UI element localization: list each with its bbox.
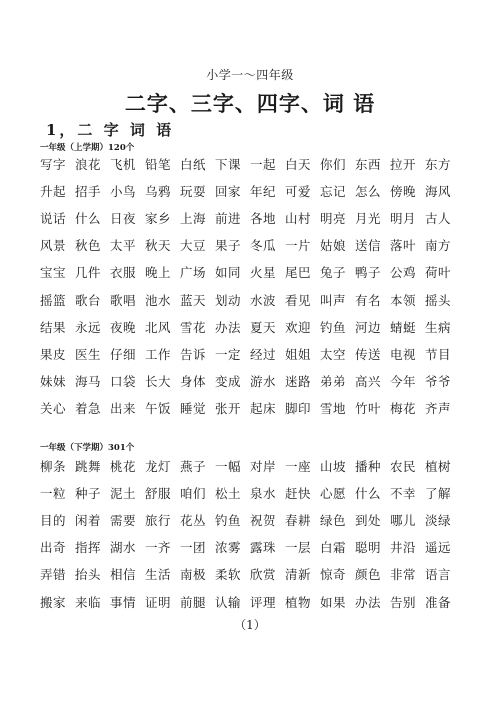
vocabulary-word: 节目 bbox=[425, 346, 452, 362]
vocabulary-word: 跳舞 bbox=[75, 458, 102, 474]
vocabulary-word: 什么 bbox=[355, 485, 382, 501]
vocabulary-word: 下课 bbox=[215, 156, 242, 172]
vocabulary-word: 公鸡 bbox=[390, 265, 417, 281]
vocabulary-word: 咱们 bbox=[180, 485, 207, 501]
vocabulary-word: 送信 bbox=[355, 238, 382, 254]
vocabulary-word: 植树 bbox=[425, 458, 452, 474]
vocabulary-word: 太空 bbox=[320, 346, 347, 362]
vocabulary-word: 龙灯 bbox=[145, 458, 172, 474]
vocabulary-word: 睡觉 bbox=[180, 401, 207, 417]
vocabulary-word: 本领 bbox=[390, 292, 417, 308]
vocabulary-word: 怎么 bbox=[355, 183, 382, 199]
vocabulary-word: 南方 bbox=[425, 238, 452, 254]
vocabulary-word: 欢迎 bbox=[285, 319, 312, 335]
vocabulary-word: 太平 bbox=[110, 238, 137, 254]
vocabulary-word: 弟弟 bbox=[320, 374, 347, 390]
vocabulary-word: 梅花 bbox=[390, 401, 417, 417]
vocabulary-word: 植物 bbox=[285, 594, 312, 610]
vocabulary-word: 水波 bbox=[250, 292, 277, 308]
vocabulary-word: 出奇 bbox=[40, 540, 67, 556]
page-number: （1） bbox=[234, 618, 266, 632]
vocabulary-word: 有名 bbox=[355, 292, 382, 308]
vocabulary-word: 荷叶 bbox=[425, 265, 452, 281]
word-row bbox=[40, 506, 460, 533]
vocabulary-word: 湖水 bbox=[110, 540, 137, 556]
vocabulary-word: 泥土 bbox=[110, 485, 137, 501]
word-row bbox=[40, 452, 460, 479]
vocabulary-word: 海风 bbox=[425, 183, 452, 199]
vocabulary-word: 一座 bbox=[285, 458, 312, 474]
word-row bbox=[40, 534, 460, 561]
word-row bbox=[40, 286, 460, 313]
grade-label-second-semester: 一年级（下学期）301个 bbox=[40, 443, 135, 453]
vocabulary-word: 爷爷 bbox=[425, 374, 452, 390]
vocabulary-word: 起床 bbox=[250, 401, 277, 417]
vocabulary-word: 如同 bbox=[215, 265, 242, 281]
vocabulary-word: 一幅 bbox=[215, 458, 242, 474]
vocabulary-word: 小鸟 bbox=[110, 183, 137, 199]
vocabulary-word: 傍晚 bbox=[390, 183, 417, 199]
vocabulary-word: 医生 bbox=[75, 346, 102, 362]
vocabulary-word: 蓝天 bbox=[180, 292, 207, 308]
vocabulary-word: 一粒 bbox=[40, 485, 67, 501]
vocabulary-word: 东方 bbox=[425, 156, 452, 172]
vocabulary-word: 绿色 bbox=[320, 512, 347, 528]
vocabulary-word: 如果 bbox=[320, 594, 347, 610]
vocabulary-word: 指挥 bbox=[75, 540, 102, 556]
vocabulary-word: 永远 bbox=[75, 319, 102, 335]
vocabulary-word: 风景 bbox=[40, 238, 67, 254]
word-row bbox=[40, 561, 460, 588]
vocabulary-word: 哪儿 bbox=[390, 512, 417, 528]
vocabulary-word: 目的 bbox=[40, 512, 67, 528]
document-subtitle: 小学一～四年级 bbox=[206, 68, 294, 82]
vocabulary-word: 拉开 bbox=[390, 156, 417, 172]
vocabulary-word: 划动 bbox=[215, 292, 242, 308]
vocabulary-word: 升起 bbox=[40, 183, 67, 199]
vocabulary-word: 赶快 bbox=[285, 485, 312, 501]
vocabulary-word: 月光 bbox=[355, 210, 382, 226]
word-row bbox=[40, 232, 460, 259]
vocabulary-word: 冬瓜 bbox=[250, 238, 277, 254]
vocabulary-word: 秋色 bbox=[75, 238, 102, 254]
vocabulary-word: 准备 bbox=[425, 594, 452, 610]
grade-label-first-semester: 一年级（上学期）120个 bbox=[40, 143, 135, 153]
vocabulary-word: 结果 bbox=[40, 319, 67, 335]
vocabulary-word: 午饭 bbox=[145, 401, 172, 417]
vocabulary-word: 经过 bbox=[250, 346, 277, 362]
vocabulary-word: 叫声 bbox=[320, 292, 347, 308]
vocabulary-word: 清新 bbox=[285, 567, 312, 583]
vocabulary-word: 泉水 bbox=[250, 485, 277, 501]
vocabulary-word: 春耕 bbox=[285, 512, 312, 528]
vocabulary-word: 一定 bbox=[215, 346, 242, 362]
vocabulary-word: 长大 bbox=[145, 374, 172, 390]
vocabulary-word: 心愿 bbox=[320, 485, 347, 501]
vocabulary-word: 妹妹 bbox=[40, 374, 67, 390]
vocabulary-word: 回家 bbox=[215, 183, 242, 199]
vocabulary-word: 语言 bbox=[425, 567, 452, 583]
word-row bbox=[40, 259, 460, 286]
vocabulary-word: 告别 bbox=[390, 594, 417, 610]
vocabulary-word: 前腿 bbox=[180, 594, 207, 610]
vocabulary-word: 播种 bbox=[355, 458, 382, 474]
vocabulary-word: 旅行 bbox=[145, 512, 172, 528]
vocabulary-word: 什么 bbox=[75, 210, 102, 226]
vocabulary-word: 浪花 bbox=[75, 156, 102, 172]
vocabulary-word: 评理 bbox=[250, 594, 277, 610]
vocabulary-word: 露珠 bbox=[250, 540, 277, 556]
word-row bbox=[40, 479, 460, 506]
vocabulary-word: 搬家 bbox=[40, 594, 67, 610]
word-grid-second-semester bbox=[40, 452, 460, 615]
vocabulary-word: 河边 bbox=[355, 319, 382, 335]
vocabulary-word: 着急 bbox=[75, 401, 102, 417]
vocabulary-word: 到处 bbox=[355, 512, 382, 528]
vocabulary-word: 松土 bbox=[215, 485, 242, 501]
vocabulary-word: 变成 bbox=[215, 374, 242, 390]
vocabulary-word: 农民 bbox=[390, 458, 417, 474]
vocabulary-word: 竹叶 bbox=[355, 401, 382, 417]
vocabulary-word: 惊奇 bbox=[320, 567, 347, 583]
vocabulary-word: 鸭子 bbox=[355, 265, 382, 281]
vocabulary-word: 果皮 bbox=[40, 346, 67, 362]
vocabulary-word: 生病 bbox=[425, 319, 452, 335]
vocabulary-word: 工作 bbox=[145, 346, 172, 362]
word-row bbox=[40, 150, 460, 177]
vocabulary-word: 晚上 bbox=[145, 265, 172, 281]
vocabulary-word: 颜色 bbox=[355, 567, 382, 583]
word-row bbox=[40, 204, 460, 231]
vocabulary-word: 几件 bbox=[75, 265, 102, 281]
vocabulary-word: 一起 bbox=[250, 156, 277, 172]
vocabulary-word: 前进 bbox=[215, 210, 242, 226]
vocabulary-word: 张开 bbox=[215, 401, 242, 417]
vocabulary-word: 蜻蜓 bbox=[390, 319, 417, 335]
vocabulary-word: 抬头 bbox=[75, 567, 102, 583]
vocabulary-word: 柳条 bbox=[40, 458, 67, 474]
word-row bbox=[40, 368, 460, 395]
vocabulary-word: 雪地 bbox=[320, 401, 347, 417]
vocabulary-word: 电视 bbox=[390, 346, 417, 362]
vocabulary-word: 白天 bbox=[285, 156, 312, 172]
vocabulary-word: 桃花 bbox=[110, 458, 137, 474]
section-heading: 1，二 字 词 语 bbox=[46, 121, 175, 139]
vocabulary-word: 明亮 bbox=[320, 210, 347, 226]
vocabulary-word: 尾巴 bbox=[285, 265, 312, 281]
vocabulary-word: 身体 bbox=[180, 374, 207, 390]
vocabulary-word: 山坡 bbox=[320, 458, 347, 474]
vocabulary-word: 你们 bbox=[320, 156, 347, 172]
vocabulary-word: 兔子 bbox=[320, 265, 347, 281]
vocabulary-word: 歌唱 bbox=[110, 292, 137, 308]
vocabulary-word: 日夜 bbox=[110, 210, 137, 226]
vocabulary-word: 海马 bbox=[75, 374, 102, 390]
vocabulary-word: 脚印 bbox=[285, 401, 312, 417]
vocabulary-word: 相信 bbox=[110, 567, 137, 583]
vocabulary-word: 今年 bbox=[390, 374, 417, 390]
vocabulary-word: 东西 bbox=[355, 156, 382, 172]
vocabulary-word: 证明 bbox=[145, 594, 172, 610]
vocabulary-word: 遥远 bbox=[425, 540, 452, 556]
vocabulary-word: 舒服 bbox=[145, 485, 172, 501]
vocabulary-word: 口袋 bbox=[110, 374, 137, 390]
vocabulary-word: 摇篮 bbox=[40, 292, 67, 308]
vocabulary-word: 一齐 bbox=[145, 540, 172, 556]
vocabulary-word: 招手 bbox=[75, 183, 102, 199]
vocabulary-word: 火星 bbox=[250, 265, 277, 281]
vocabulary-word: 欣赏 bbox=[250, 567, 277, 583]
vocabulary-word: 古人 bbox=[425, 210, 452, 226]
vocabulary-word: 夜晚 bbox=[110, 319, 137, 335]
vocabulary-word: 各地 bbox=[250, 210, 277, 226]
vocabulary-word: 白霜 bbox=[320, 540, 347, 556]
vocabulary-word: 铅笔 bbox=[145, 156, 172, 172]
vocabulary-word: 摇头 bbox=[425, 292, 452, 308]
vocabulary-word: 迷路 bbox=[285, 374, 312, 390]
vocabulary-word: 大豆 bbox=[180, 238, 207, 254]
vocabulary-word: 一层 bbox=[285, 540, 312, 556]
vocabulary-word: 生活 bbox=[145, 567, 172, 583]
word-row bbox=[40, 395, 460, 422]
vocabulary-word: 高兴 bbox=[355, 374, 382, 390]
vocabulary-word: 柔软 bbox=[215, 567, 242, 583]
vocabulary-word: 可爱 bbox=[285, 183, 312, 199]
vocabulary-word: 看见 bbox=[285, 292, 312, 308]
vocabulary-word: 山村 bbox=[285, 210, 312, 226]
vocabulary-word: 关心 bbox=[40, 401, 67, 417]
vocabulary-word: 办法 bbox=[355, 594, 382, 610]
vocabulary-word: 衣服 bbox=[110, 265, 137, 281]
vocabulary-word: 落叶 bbox=[390, 238, 417, 254]
vocabulary-word: 玩耍 bbox=[180, 183, 207, 199]
vocabulary-word: 需要 bbox=[110, 512, 137, 528]
vocabulary-word: 说话 bbox=[40, 210, 67, 226]
word-row bbox=[40, 340, 460, 367]
vocabulary-word: 夏天 bbox=[250, 319, 277, 335]
vocabulary-word: 淡绿 bbox=[425, 512, 452, 528]
vocabulary-word: 年纪 bbox=[250, 183, 277, 199]
vocabulary-word: 钓鱼 bbox=[215, 512, 242, 528]
vocabulary-word: 北风 bbox=[145, 319, 172, 335]
vocabulary-word: 弄错 bbox=[40, 567, 67, 583]
document-title: 二字、三字、四字、词 语 bbox=[124, 91, 376, 116]
word-row bbox=[40, 313, 460, 340]
vocabulary-word: 种子 bbox=[75, 485, 102, 501]
vocabulary-word: 游水 bbox=[250, 374, 277, 390]
vocabulary-word: 飞机 bbox=[110, 156, 137, 172]
vocabulary-word: 燕子 bbox=[180, 458, 207, 474]
vocabulary-word: 歌台 bbox=[75, 292, 102, 308]
vocabulary-word: 仔细 bbox=[110, 346, 137, 362]
vocabulary-word: 明月 bbox=[390, 210, 417, 226]
vocabulary-word: 南极 bbox=[180, 567, 207, 583]
vocabulary-word: 白纸 bbox=[180, 156, 207, 172]
vocabulary-word: 一团 bbox=[180, 540, 207, 556]
vocabulary-word: 家乡 bbox=[145, 210, 172, 226]
vocabulary-word: 秋天 bbox=[145, 238, 172, 254]
vocabulary-word: 出来 bbox=[110, 401, 137, 417]
vocabulary-word: 非常 bbox=[390, 567, 417, 583]
vocabulary-word: 花丛 bbox=[180, 512, 207, 528]
vocabulary-word: 忘记 bbox=[320, 183, 347, 199]
vocabulary-word: 来临 bbox=[75, 594, 102, 610]
vocabulary-word: 乌鸦 bbox=[145, 183, 172, 199]
vocabulary-word: 聪明 bbox=[355, 540, 382, 556]
vocabulary-word: 上海 bbox=[180, 210, 207, 226]
vocabulary-word: 传送 bbox=[355, 346, 382, 362]
vocabulary-word: 齐声 bbox=[425, 401, 452, 417]
word-row bbox=[40, 177, 460, 204]
vocabulary-word: 井沿 bbox=[390, 540, 417, 556]
vocabulary-word: 浓雾 bbox=[215, 540, 242, 556]
word-grid-first-semester bbox=[40, 150, 460, 422]
vocabulary-word: 办法 bbox=[215, 319, 242, 335]
vocabulary-word: 祝贺 bbox=[250, 512, 277, 528]
vocabulary-word: 认输 bbox=[215, 594, 242, 610]
vocabulary-word: 对岸 bbox=[250, 458, 277, 474]
vocabulary-word: 池水 bbox=[145, 292, 172, 308]
vocabulary-word: 告诉 bbox=[180, 346, 207, 362]
vocabulary-word: 雪花 bbox=[180, 319, 207, 335]
vocabulary-word: 事情 bbox=[110, 594, 137, 610]
word-row bbox=[40, 588, 460, 615]
vocabulary-word: 姑娘 bbox=[320, 238, 347, 254]
vocabulary-word: 广场 bbox=[180, 265, 207, 281]
vocabulary-word: 果子 bbox=[215, 238, 242, 254]
vocabulary-word: 宝宝 bbox=[40, 265, 67, 281]
vocabulary-word: 一片 bbox=[285, 238, 312, 254]
vocabulary-word: 闲着 bbox=[75, 512, 102, 528]
vocabulary-word: 姐姐 bbox=[285, 346, 312, 362]
vocabulary-word: 写字 bbox=[40, 156, 67, 172]
vocabulary-word: 不幸 bbox=[390, 485, 417, 501]
vocabulary-word: 钓鱼 bbox=[320, 319, 347, 335]
vocabulary-word: 了解 bbox=[425, 485, 452, 501]
